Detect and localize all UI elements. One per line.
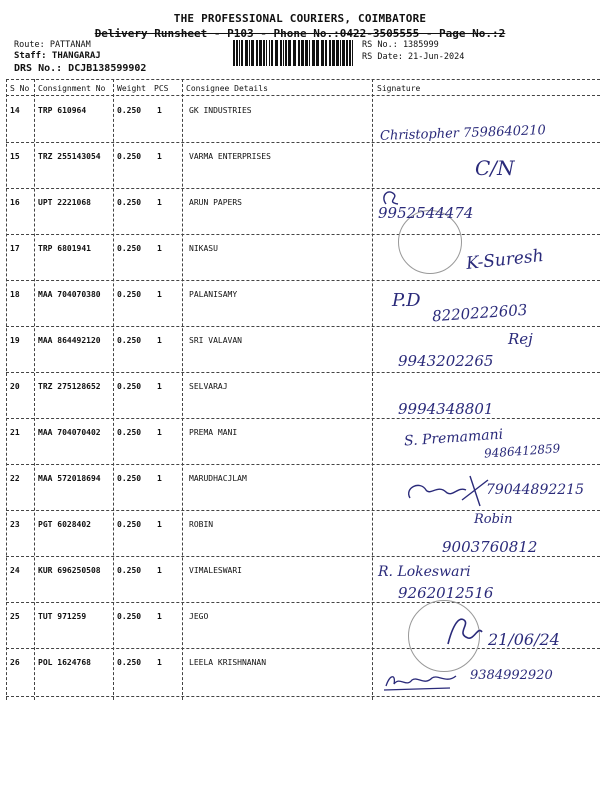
row-weight: 0.250 <box>117 336 142 345</box>
row-weight: 0.250 <box>117 106 142 115</box>
row-pcs: 1 <box>157 566 162 575</box>
signature-phone-row-20: 9994348801 <box>398 400 494 418</box>
signature-phone-row-22: 79044892215 <box>486 482 584 498</box>
row-consignee: GK INDUSTRIES <box>189 106 252 115</box>
row-consignee: VIMALESWARI <box>189 566 242 575</box>
row-consignment-no: KUR 696250508 <box>38 566 101 575</box>
row-consignment-no: POL 1624768 <box>38 658 91 667</box>
row-weight: 0.250 <box>117 244 142 253</box>
signature-row-25: 21/06/24 <box>488 630 560 649</box>
runsheet-subtitle-text: Delivery Runsheet - P103 - Phone No.:0422-3505555 - Page No.:2 <box>94 27 506 40</box>
table-rule <box>6 79 600 80</box>
company-name: THE PROFESSIONAL COURIERS, COIMBATORE <box>173 12 427 25</box>
row-consignee: SRI VALAVAN <box>189 336 242 345</box>
signature-phone-row-21: 9486412859 <box>483 441 561 461</box>
row-weight: 0.250 <box>117 290 142 299</box>
table-bottom-rule <box>6 696 600 697</box>
signature-row-19: Rej <box>508 330 533 348</box>
signature-scribble <box>438 608 486 652</box>
signature-phone-row-16: 9952544474 <box>378 204 474 222</box>
column-header-signature: Signature <box>377 84 421 93</box>
row-sno: 18 <box>10 290 20 299</box>
row-weight: 0.250 <box>117 198 142 207</box>
signature-row-24: R. Lokeswari <box>378 564 471 580</box>
signature-phone-row-24: 9262012516 <box>398 584 494 602</box>
row-consignment-no: TRP 6801941 <box>38 244 91 253</box>
table-row <box>0 188 600 234</box>
row-pcs: 1 <box>157 290 162 299</box>
row-sno: 25 <box>10 612 20 621</box>
row-consignment-no: TRZ 255143054 <box>38 152 101 161</box>
signature-row-14: Christopher 7598640210 <box>379 123 547 144</box>
signature-row-23: Robin <box>474 512 513 527</box>
row-weight: 0.250 <box>117 658 142 667</box>
row-sno: 26 <box>10 658 20 667</box>
row-sno: 22 <box>10 474 20 483</box>
row-consignee: VARMA ENTERPRISES <box>189 152 271 161</box>
signature-scribble <box>378 186 408 208</box>
row-sno: 19 <box>10 336 20 345</box>
row-pcs: 1 <box>157 244 162 253</box>
row-consignee: SELVARAJ <box>189 382 228 391</box>
row-sno: 14 <box>10 106 20 115</box>
row-consignee: JEGO <box>189 612 209 621</box>
row-sno: 20 <box>10 382 20 391</box>
row-pcs: 1 <box>157 106 162 115</box>
row-weight: 0.250 <box>117 612 142 621</box>
row-pcs: 1 <box>157 152 162 161</box>
row-consignee: LEELA KRISHNANAN <box>189 658 267 667</box>
runsheet-subtitle <box>0 27 600 40</box>
signature-phone-row-26: 9384992920 <box>470 668 553 683</box>
rs-number: RS No.: 1385999 <box>362 40 439 50</box>
signature-phone-row-23: 9003760812 <box>442 538 538 556</box>
row-consignment-no: MAA 704070402 <box>38 428 101 437</box>
signature-phone-row-19: 9943202265 <box>398 352 494 370</box>
staff-label: Staff: THANGARAJ <box>14 51 101 61</box>
row-weight: 0.250 <box>117 520 142 529</box>
row-consignment-no: UPT 2221068 <box>38 198 91 207</box>
table-row <box>0 372 600 418</box>
row-consignment-no: MAA 704070380 <box>38 290 101 299</box>
row-weight: 0.250 <box>117 428 142 437</box>
column-header-weight: Weight <box>117 84 146 93</box>
table-row <box>0 556 600 602</box>
drs-number: DRS No.: DCJB138599902 <box>14 63 147 74</box>
row-pcs: 1 <box>157 520 162 529</box>
column-header-consignment: Consignment No <box>38 84 106 93</box>
row-consignee: PALANISAMY <box>189 290 238 299</box>
column-header-consignee: Consignee Details <box>186 84 268 93</box>
signature-phone-row-18: 8220222603 <box>431 300 528 326</box>
row-sno: 21 <box>10 428 20 437</box>
row-pcs: 1 <box>157 658 162 667</box>
row-consignee: MARUDHACJLAM <box>189 474 247 483</box>
row-weight: 0.250 <box>117 566 142 575</box>
signature-row-21: S. Premamani <box>403 426 504 450</box>
column-header-pcs: PCS <box>154 84 169 93</box>
row-weight: 0.250 <box>117 152 142 161</box>
signature-row-15: C/N <box>475 156 515 180</box>
signature-scribble <box>400 470 490 510</box>
row-consignment-no: TUT 971259 <box>38 612 87 621</box>
row-pcs: 1 <box>157 336 162 345</box>
row-consignee: PREMA MANI <box>189 428 238 437</box>
row-weight: 0.250 <box>117 382 142 391</box>
row-weight: 0.250 <box>117 474 142 483</box>
row-pcs: 1 <box>157 198 162 207</box>
signature-scribble <box>380 668 460 694</box>
route-label: Route: PATTANAM <box>14 40 91 50</box>
row-consignee: ARUN PAPERS <box>189 198 242 207</box>
row-pcs: 1 <box>157 612 162 621</box>
column-header-sno: S No <box>10 84 30 93</box>
row-consignee: NIKASU <box>189 244 218 253</box>
row-pcs: 1 <box>157 474 162 483</box>
row-consignment-no: MAA 864492120 <box>38 336 101 345</box>
row-sno: 23 <box>10 520 20 529</box>
row-consignee: ROBIN <box>189 520 214 529</box>
row-consignment-no: MAA 572018694 <box>38 474 101 483</box>
row-consignment-no: TRP 610964 <box>38 106 87 115</box>
rs-date: RS Date: 21-Jun-2024 <box>362 52 465 62</box>
row-pcs: 1 <box>157 382 162 391</box>
row-sno: 16 <box>10 198 20 207</box>
row-consignment-no: TRZ 275128652 <box>38 382 101 391</box>
row-sno: 15 <box>10 152 20 161</box>
signature-row-17: K-Suresh <box>465 245 545 275</box>
row-pcs: 1 <box>157 428 162 437</box>
signature-row-18: P.D <box>392 290 421 311</box>
row-sno: 24 <box>10 566 20 575</box>
row-sno: 17 <box>10 244 20 253</box>
row-consignment-no: PGT 6028402 <box>38 520 91 529</box>
barcode-image <box>232 40 356 66</box>
